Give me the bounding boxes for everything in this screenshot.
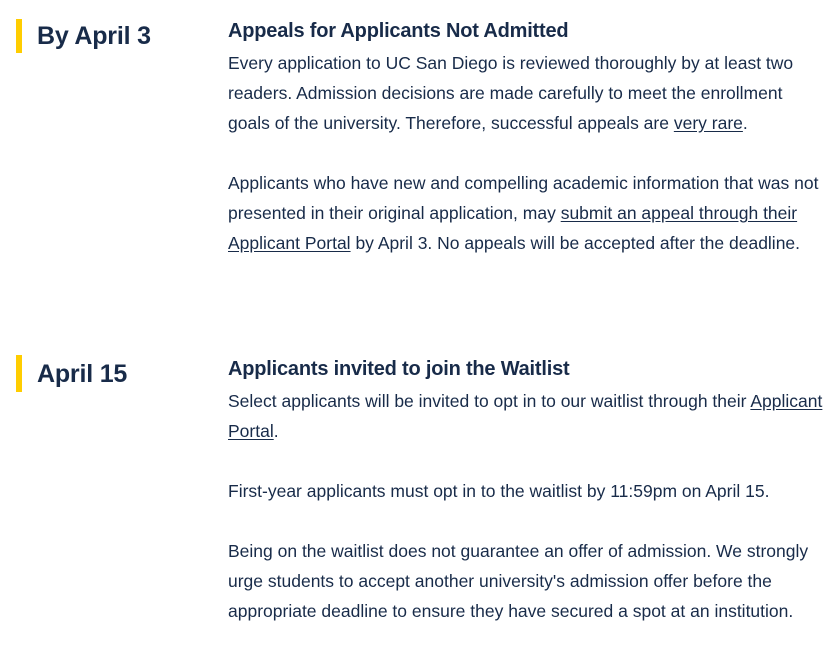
section-heading: Applicants invited to join the Waitlist [228, 358, 570, 380]
paragraph-text: . [742, 113, 748, 133]
date-label: By April 3 [37, 22, 151, 50]
paragraph [228, 48, 828, 138]
paragraph: Being on the waitlist does not guarantee an offer of admission. We strongly urge students to accept another university's admission offer before the appropriate deadline to ensure they have secured a spot at an institution. [228, 541, 809, 621]
paragraph [228, 168, 828, 258]
paragraph-text: Every application to UC San Diego is reviewed thoroughly by at least two readers. Admission decisions are made carefully to meet the enrollment goals of the university. Therefore, successful appeals are [228, 53, 794, 133]
date-accent-bar [16, 19, 22, 53]
paragraph [228, 386, 828, 446]
section-content [228, 18, 828, 258]
paragraph-text: . [273, 421, 279, 441]
section-content [228, 356, 828, 626]
section-heading: Appeals for Applicants Not Admitted [228, 20, 569, 42]
applicant-portal-link[interactable]: Applicant Portal [228, 391, 823, 441]
very-rare-link[interactable]: very rare [673, 113, 743, 133]
paragraph-text: Applicants who have new and compelling academic information that was not presented in their original application, may [228, 173, 819, 223]
paragraph-text: Select applicants will be invited to opt in to our waitlist through their [228, 391, 751, 411]
date-accent-bar [16, 355, 22, 392]
submit-appeal-link[interactable]: submit an appeal through their Applicant Portal [228, 203, 798, 253]
date-label: April 15 [37, 360, 128, 388]
paragraph: First-year applicants must opt in to the waitlist by 11:59pm on April 15. [228, 481, 770, 501]
paragraph-text: by April 3. No appeals will be accepted after the deadline. [350, 233, 801, 253]
